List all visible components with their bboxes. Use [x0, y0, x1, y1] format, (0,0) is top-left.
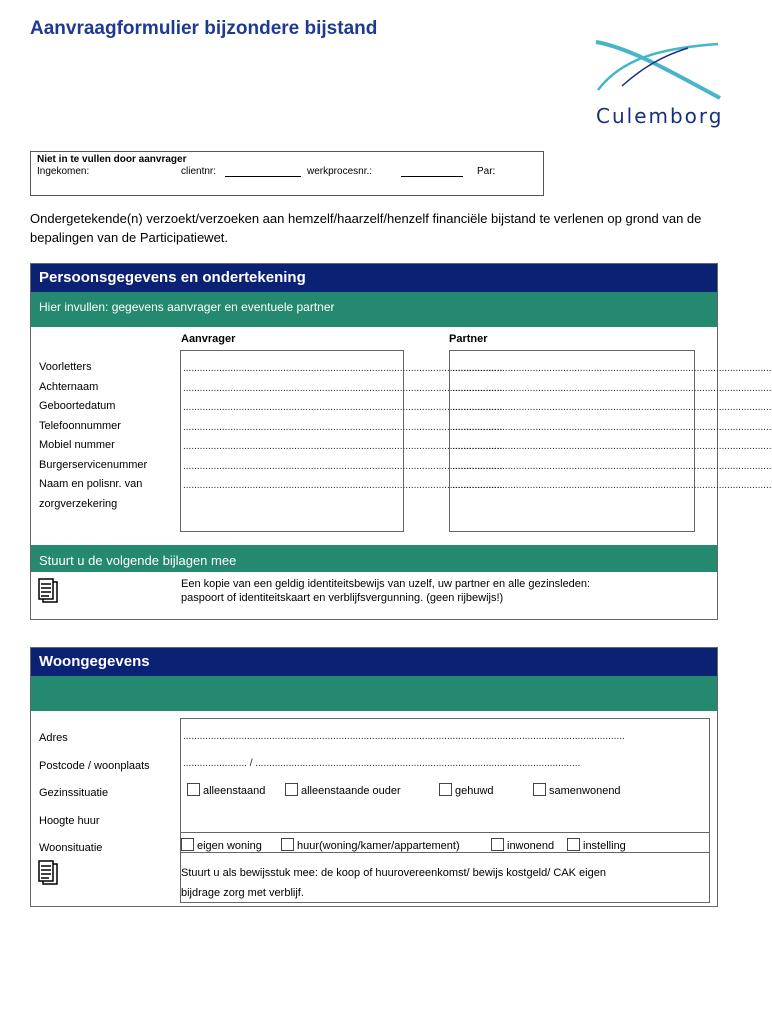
form-title: Aanvraagformulier bijzondere bijstand: [30, 18, 378, 39]
label-gezinssituatie: Gezinssituatie: [39, 787, 109, 799]
option-samenwonend[interactable]: [529, 783, 621, 797]
option-alleenstaande-ouder-label: alleenstaande ouder: [301, 785, 401, 797]
attachment-line-1: Een kopie van een geldig identiteitsbewijs van uzelf, uw partner en alle gezinsleden:: [181, 578, 591, 590]
proof-text: [181, 863, 606, 903]
attachment-text: [181, 577, 590, 605]
checkbox-inwonend[interactable]: [491, 838, 504, 851]
applicant-polis-line[interactable]: ...................................................................................................................: [183, 480, 503, 491]
logo-swoosh-icon: [592, 38, 724, 104]
werkprocesnr-line[interactable]: [401, 176, 463, 177]
label-voorletters: Voorletters: [39, 361, 92, 373]
applicant-bsn-line[interactable]: ...................................................................................................................: [183, 460, 503, 472]
applicant-box[interactable]: [180, 350, 503, 532]
option-samenwonend-label: samenwonend: [549, 785, 621, 797]
label-hoogte-huur: Hoogte huur: [39, 814, 100, 827]
option-instelling-label: instelling: [583, 840, 626, 852]
col-applicant: Aanvrager: [181, 333, 236, 345]
partner-polis-line[interactable]: ...................................................................................................................: [452, 480, 772, 491]
housing-section: [30, 647, 718, 907]
housing-box: [180, 718, 710, 903]
applicant-geboortedatum-line[interactable]: ...................................................................................................................: [183, 402, 503, 413]
proof-line-2: bijdrage zorg met verblijf.: [181, 887, 304, 899]
label-mobiel: Mobiel nummer: [39, 439, 115, 451]
woonplaats-dots[interactable]: .....................................................................................................................: [255, 758, 581, 769]
housing-field-labels: [39, 725, 150, 863]
par-label: Par:: [477, 166, 496, 177]
partner-achternaam-line[interactable]: ...................................................................................................................: [452, 382, 772, 394]
housing-subheading-bar: [31, 676, 717, 711]
applicant-voorletters-line[interactable]: ...................................................................................................................: [183, 363, 503, 374]
partner-bsn-line[interactable]: ...................................................................................................................: [452, 460, 772, 472]
office-use-box: [30, 151, 544, 196]
clientnr-line[interactable]: [225, 176, 301, 177]
ingekomen-label: Ingekomen:: [37, 166, 90, 177]
intro-text: Ondergetekende(n) verzoekt/verzoeken aan hemzelf/haarzelf/henzelf financiële bijstand te verlenen op grond van de bepalingen van de Participatiewet.: [30, 211, 702, 245]
label-woonsituatie: Woonsituatie: [39, 842, 103, 854]
option-alleenstaand[interactable]: [183, 783, 265, 797]
housing-heading: Woongegevens: [31, 648, 717, 676]
label-adres: Adres: [39, 732, 68, 744]
checkbox-samenwonend[interactable]: [533, 783, 546, 796]
applicant-field-lines[interactable]: [183, 359, 503, 496]
attachments-heading: Stuurt u de volgende bijlagen mee: [31, 545, 717, 572]
partner-telefoon-line[interactable]: ...................................................................................................................: [452, 421, 772, 433]
document-icon: [37, 578, 59, 604]
partner-mobiel-line[interactable]: ...................................................................................................................: [452, 441, 772, 452]
applicant-achternaam-line[interactable]: ...................................................................................................................: [183, 382, 503, 394]
option-eigen-woning-label: eigen woning: [197, 840, 262, 852]
personal-subheading: Hier invullen: gegevens aanvrager en eventuele partner: [31, 292, 717, 327]
postcode-dots[interactable]: .......................: [183, 758, 247, 769]
postcode-separator: /: [249, 758, 253, 769]
adres-line[interactable]: ...............................................................................................................................................................: [183, 731, 625, 742]
culemborg-logo: [592, 38, 724, 133]
checkbox-alleenstaande-ouder[interactable]: [285, 783, 298, 796]
option-alleenstaand-label: alleenstaand: [203, 785, 266, 797]
partner-box[interactable]: [449, 350, 772, 532]
personal-section: [30, 263, 772, 620]
partner-voorletters-line[interactable]: ...................................................................................................................: [452, 363, 772, 374]
label-zorgverzekering: zorgverzekering: [39, 497, 118, 510]
option-instelling[interactable]: [563, 838, 626, 852]
option-huur-label: huur(woning/kamer/appartement): [297, 840, 460, 852]
applicant-telefoon-line[interactable]: ...................................................................................................................: [183, 421, 503, 433]
checkbox-huur[interactable]: [281, 838, 294, 851]
col-partner: Partner: [449, 333, 488, 345]
label-geboortedatum: Geboortedatum: [39, 400, 116, 412]
label-polis: Naam en polisnr. van: [39, 478, 143, 490]
applicant-mobiel-line[interactable]: ...................................................................................................................: [183, 441, 503, 452]
option-gehuwd[interactable]: [435, 783, 494, 797]
clientnr-label: clientnr:: [181, 166, 217, 177]
label-postcode: Postcode / woonplaats: [39, 759, 150, 772]
option-alleenstaande-ouder[interactable]: [281, 783, 401, 797]
option-inwonend-label: inwonend: [507, 840, 555, 852]
label-telefoonnummer: Telefoonnummer: [39, 419, 121, 432]
checkbox-gehuwd[interactable]: [439, 783, 452, 796]
proof-line-1: Stuurt u als bewijsstuk mee: de koop of huurovereenkomst/ bewijs kostgeld/ CAK eigen: [181, 867, 606, 879]
postcode-line[interactable]: [183, 754, 707, 774]
partner-field-lines[interactable]: [452, 359, 772, 496]
personal-heading: Persoonsgegevens en ondertekening: [31, 264, 717, 292]
werkprocesnr-label: werkprocesnr.:: [307, 166, 373, 177]
attachment-line-2: paspoort of identiteitskaart en verblijfsvergunning. (geen rijbewijs!): [181, 592, 504, 604]
checkbox-eigen-woning[interactable]: [181, 838, 194, 851]
label-bsn: Burgerservicenummer: [39, 458, 148, 471]
document-icon: [37, 860, 59, 886]
partner-geboortedatum-line[interactable]: ...................................................................................................................: [452, 402, 772, 413]
checkbox-instelling[interactable]: [567, 838, 580, 851]
option-gehuwd-label: gehuwd: [455, 785, 494, 797]
option-huur[interactable]: [277, 838, 460, 852]
label-achternaam: Achternaam: [39, 380, 99, 393]
option-inwonend[interactable]: [487, 838, 554, 852]
personal-field-labels: [39, 358, 147, 514]
option-eigen-woning[interactable]: [177, 838, 262, 852]
office-use-heading: Niet in te vullen door aanvrager: [37, 154, 187, 165]
checkbox-alleenstaand[interactable]: [187, 783, 200, 796]
divider: [181, 852, 709, 853]
divider: [181, 832, 709, 833]
logo-text: Culemborg: [596, 104, 724, 128]
